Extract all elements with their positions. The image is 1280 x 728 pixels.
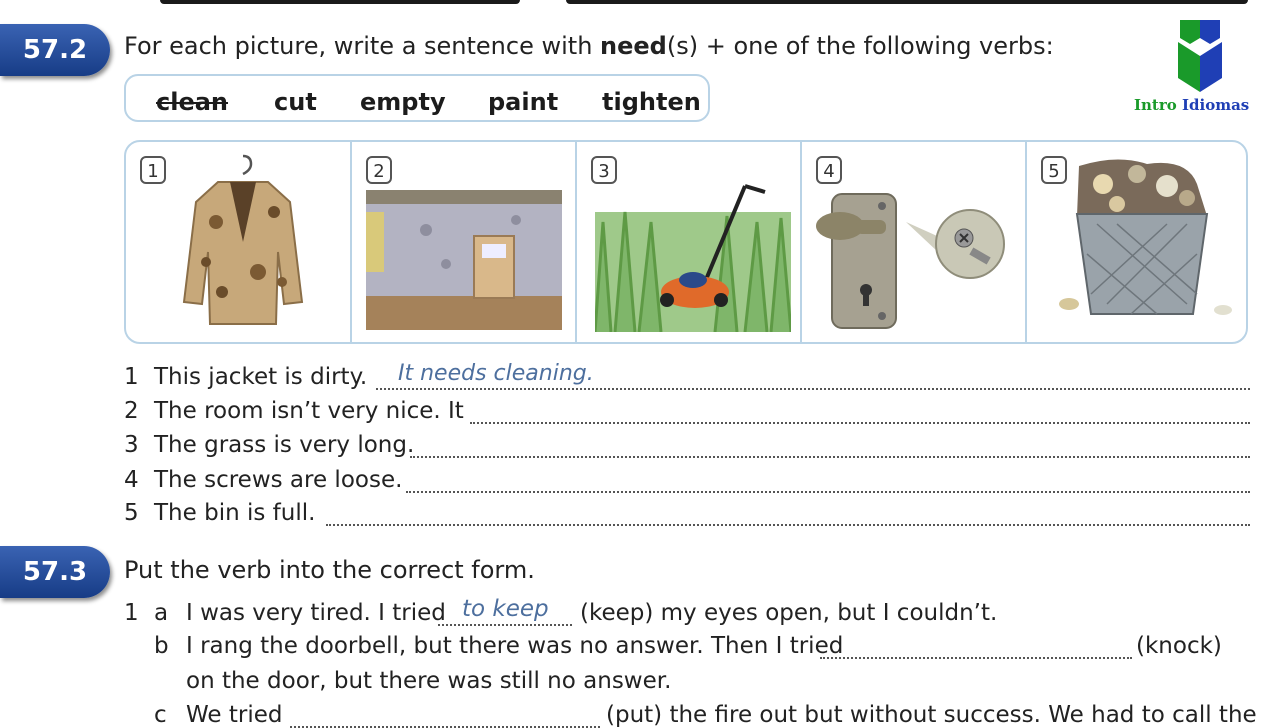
answer-line-1a[interactable] bbox=[438, 624, 572, 626]
picture-strip bbox=[124, 140, 1248, 344]
item-c-text-after: (put) the fire out but without success. We had to call the bbox=[606, 702, 1257, 728]
answer-line-1[interactable] bbox=[376, 388, 1250, 390]
answer-line-3[interactable] bbox=[410, 456, 1250, 458]
exercise-57-3-instruction: Put the verb into the correct form. bbox=[124, 556, 535, 584]
handwritten-answer-1a: to keep bbox=[462, 596, 549, 622]
sentence-number: 5 bbox=[124, 500, 139, 526]
item-b-text-continued: on the door, but there was still no answer. bbox=[186, 668, 672, 694]
sentence-row-1 bbox=[124, 361, 1250, 394]
sentence-row-4 bbox=[124, 467, 1250, 497]
picture-number-5: 5 bbox=[1041, 156, 1067, 184]
item-a-text-after: (keep) my eyes open, but I couldn’t. bbox=[580, 600, 998, 626]
exercise-57-2-instruction: For each picture, write a sentence with need(s) + one of the following verbs: bbox=[124, 32, 1054, 60]
dirty-jacket-illustration bbox=[178, 152, 308, 332]
verb-tighten: tighten bbox=[602, 88, 701, 116]
sentence-row-2 bbox=[124, 398, 1250, 428]
sentence-number: 4 bbox=[124, 467, 139, 493]
sentence-number: 1 bbox=[124, 364, 139, 390]
sentence-text: The grass is very long. bbox=[154, 432, 415, 458]
item-label-a: a bbox=[154, 600, 169, 626]
item-c-text-before: We tried bbox=[186, 702, 283, 728]
sentence-text: The screws are loose. bbox=[154, 467, 403, 493]
logo-wordmark: Intro Idiomas bbox=[1134, 96, 1250, 114]
sentence-number: 2 bbox=[124, 398, 139, 424]
full-bin-illustration bbox=[1047, 154, 1237, 330]
exercise-badge-57-2: 57.2 bbox=[0, 24, 110, 76]
sentence-row-3 bbox=[124, 432, 1250, 462]
answer-prefix-2: It bbox=[448, 398, 464, 424]
verb-paint: paint bbox=[488, 88, 559, 116]
picture-panel-3 bbox=[577, 142, 802, 342]
answer-line-2[interactable] bbox=[470, 422, 1250, 424]
item-a-text-before: I was very tired. I tried bbox=[186, 600, 446, 626]
picture-panel-2 bbox=[352, 142, 577, 342]
verb-list-box bbox=[124, 74, 710, 122]
picture-number-3: 3 bbox=[591, 156, 617, 184]
picture-panel-5 bbox=[1027, 142, 1246, 342]
sentence-text: The bin is full. bbox=[154, 500, 316, 526]
verb-cut: cut bbox=[274, 88, 317, 116]
sentence-number: 3 bbox=[124, 432, 139, 458]
item-label-c: c bbox=[154, 702, 167, 728]
picture-number-4: 4 bbox=[816, 156, 842, 184]
item-label-b: b bbox=[154, 633, 169, 659]
item-b-verb: (knock) bbox=[1136, 633, 1222, 659]
top-cropped-bar-right bbox=[566, 0, 1248, 4]
sentence-text: The room isn’t very nice. bbox=[154, 398, 441, 424]
long-grass-mower-illustration bbox=[595, 182, 791, 332]
sentence-text: This jacket is dirty. bbox=[154, 364, 368, 390]
loose-door-handle-illustration bbox=[810, 186, 1020, 336]
picture-panel-1 bbox=[126, 142, 352, 342]
shabby-room-illustration bbox=[366, 190, 562, 330]
verb-clean: clean bbox=[156, 88, 229, 116]
answer-line-1b[interactable] bbox=[820, 657, 1132, 659]
answer-line-5[interactable] bbox=[326, 524, 1250, 526]
item-number-1: 1 bbox=[124, 600, 139, 626]
handwritten-answer-1: It needs cleaning. bbox=[398, 361, 594, 386]
sentence-row-5 bbox=[124, 500, 1250, 530]
item-b-text-before: I rang the doorbell, but there was no answer. Then I tried bbox=[186, 633, 844, 659]
answer-line-4[interactable] bbox=[406, 491, 1250, 493]
exercise-badge-57-3: 57.3 bbox=[0, 546, 110, 598]
picture-number-2: 2 bbox=[366, 156, 392, 184]
top-cropped-bar-left bbox=[160, 0, 520, 4]
picture-panel-4 bbox=[802, 142, 1027, 342]
verb-empty: empty bbox=[360, 88, 446, 116]
picture-number-1: 1 bbox=[140, 156, 166, 184]
